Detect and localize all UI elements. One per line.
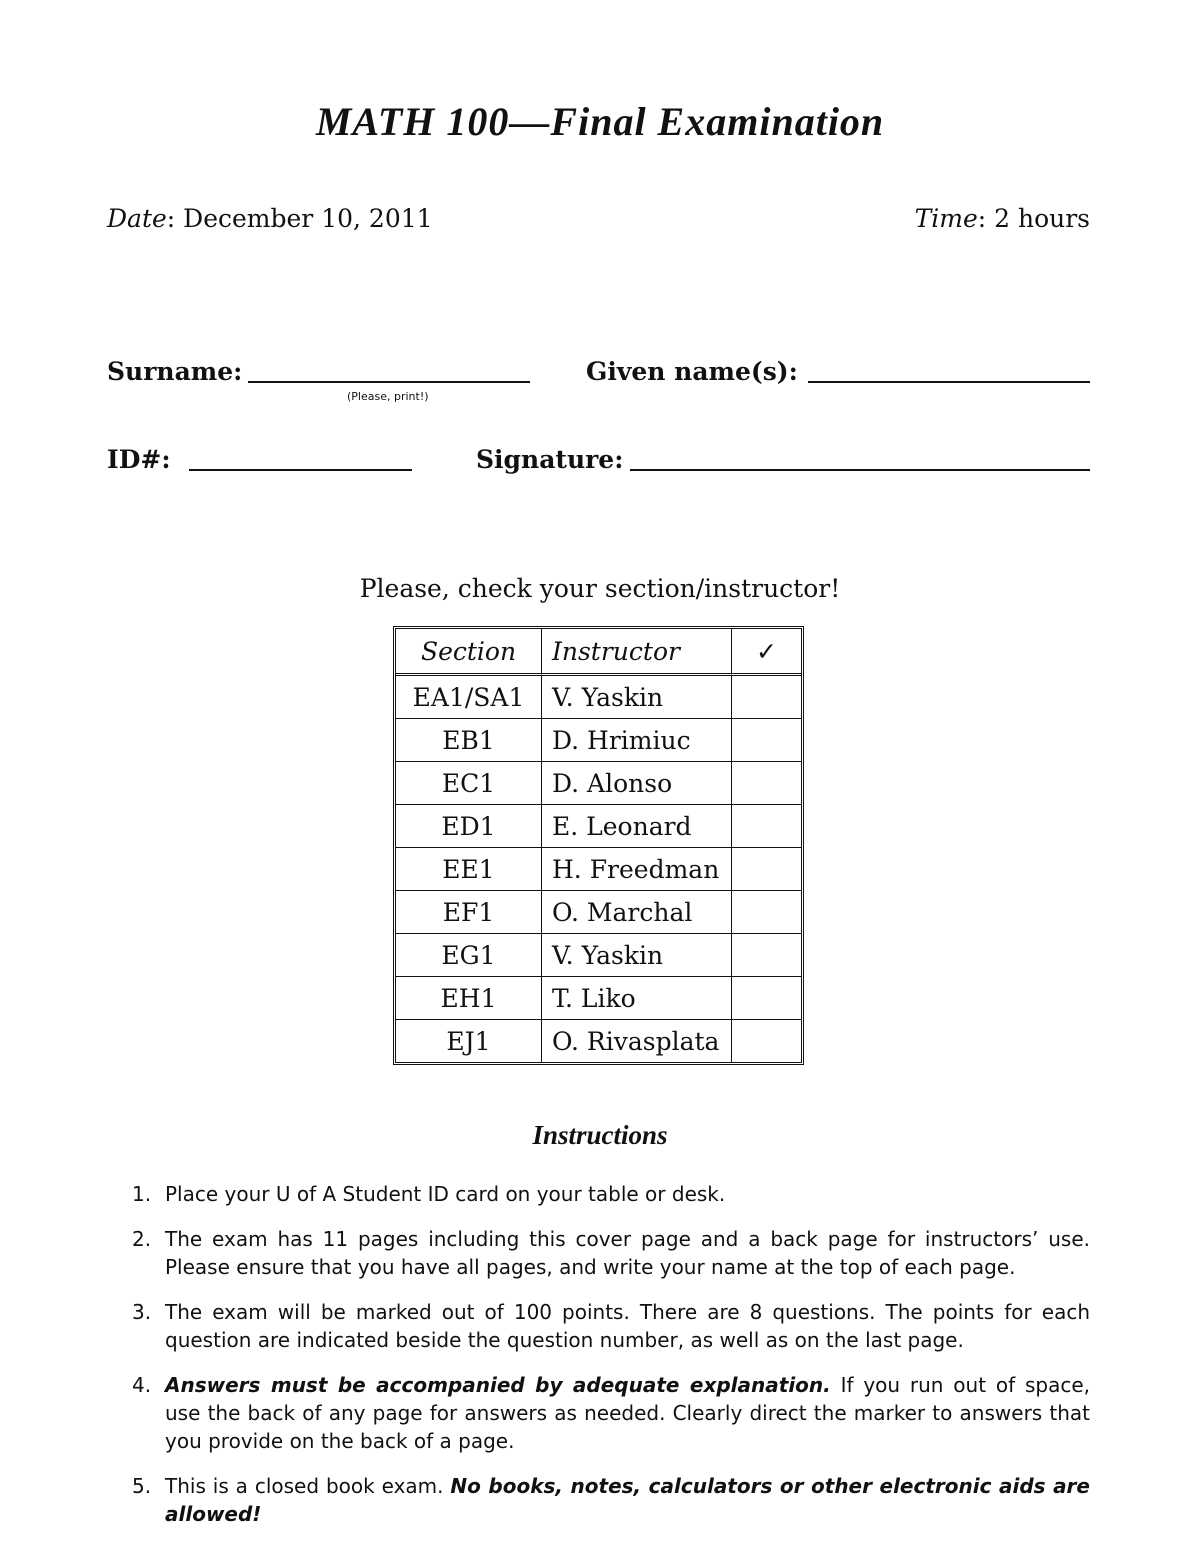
instructor-cell: O. Rivasplata — [542, 1020, 732, 1062]
section-check-heading: Please, check your section/instructor! — [359, 574, 841, 603]
instructor-cell: V. Yaskin — [542, 934, 732, 977]
instruction-emphasis: No books, notes, calculators or other electronic aids are allowed! — [165, 1474, 1090, 1526]
table-row — [396, 676, 801, 719]
date-line: Date: December 10, 2011 — [107, 204, 433, 233]
exam-title: MATH 100—Final Examination — [315, 99, 885, 144]
instructor-cell: D. Hrimiuc — [542, 719, 732, 762]
given-name-field[interactable] — [808, 381, 1090, 383]
instructor-cell: D. Alonso — [542, 762, 732, 805]
date-value: December 10, 2011 — [183, 204, 433, 233]
table-header-row — [396, 629, 801, 676]
check-cell[interactable] — [732, 934, 801, 977]
check-cell[interactable] — [732, 977, 801, 1020]
signature-label: Signature: — [476, 445, 624, 474]
instruction-number: 3. — [132, 1300, 152, 1324]
instruction-number: 4. — [132, 1373, 152, 1397]
section-cell: EE1 — [396, 848, 542, 891]
instructor-cell: T. Liko — [542, 977, 732, 1020]
check-cell[interactable] — [732, 891, 801, 934]
time-line: Time: 2 hours — [914, 204, 1090, 233]
section-cell: EC1 — [396, 762, 542, 805]
check-cell[interactable] — [732, 676, 801, 719]
section-cell: ED1 — [396, 805, 542, 848]
column-header-instructor: Instructor — [542, 629, 732, 676]
check-cell[interactable] — [732, 1020, 801, 1062]
instruction-item — [108, 1472, 1090, 1528]
instruction-text: This is a closed book exam. — [165, 1474, 451, 1498]
column-header-check: ✓ — [732, 629, 801, 676]
instructions-heading: Instructions — [532, 1120, 668, 1150]
instruction-emphasis: Answers must be accompanied by adequate explanation. — [165, 1373, 831, 1397]
instruction-text: The exam will be marked out of 100 points. There are 8 questions. The points for each question are indicated beside the question number, as well as on the last page. — [165, 1300, 1090, 1352]
time-label: Time — [914, 204, 978, 233]
instructor-cell: E. Leonard — [542, 805, 732, 848]
check-cell[interactable] — [732, 762, 801, 805]
section-table — [393, 626, 804, 1065]
id-field[interactable] — [189, 469, 412, 471]
section-cell: EB1 — [396, 719, 542, 762]
surname-note: (Please, print!) — [347, 390, 429, 403]
table-row — [396, 977, 801, 1020]
section-cell: EH1 — [396, 977, 542, 1020]
section-cell: EF1 — [396, 891, 542, 934]
table-row — [396, 848, 801, 891]
instruction-text: If you run out of space, use the back of any page for answers as needed. Clearly direct the marker to answers that you provide on the back of a page. — [165, 1373, 1090, 1453]
instruction-number: 5. — [132, 1474, 152, 1498]
instruction-item — [108, 1298, 1090, 1354]
instructor-cell: O. Marchal — [542, 891, 732, 934]
instruction-text: Place your U of A Student ID card on your table or desk. — [165, 1182, 726, 1206]
instructions-list — [108, 1180, 1090, 1545]
signature-field[interactable] — [630, 469, 1090, 471]
table-row — [396, 719, 801, 762]
surname-field[interactable] — [248, 381, 530, 383]
surname-label: Surname: — [107, 357, 243, 386]
instructor-cell: H. Freedman — [542, 848, 732, 891]
section-cell: EG1 — [396, 934, 542, 977]
check-cell[interactable] — [732, 848, 801, 891]
time-value: 2 hours — [994, 204, 1090, 233]
instruction-number: 2. — [132, 1227, 152, 1251]
check-cell[interactable] — [732, 805, 801, 848]
table-row — [396, 805, 801, 848]
section-cell: EJ1 — [396, 1020, 542, 1062]
table-row — [396, 934, 801, 977]
table-row — [396, 891, 801, 934]
instruction-text: The exam has 11 pages including this cover page and a back page for instructors’ use. Please ensure that you have all pages, and write your name at the top of each page. — [165, 1227, 1090, 1279]
date-label: Date — [107, 204, 167, 233]
table-row — [396, 1020, 801, 1062]
instructor-cell: V. Yaskin — [542, 676, 732, 719]
instruction-item — [108, 1225, 1090, 1281]
table-row — [396, 762, 801, 805]
given-name-label: Given name(s): — [586, 357, 798, 386]
id-label: ID#: — [107, 445, 171, 474]
check-cell[interactable] — [732, 719, 801, 762]
column-header-section: Section — [396, 629, 542, 676]
instruction-item — [108, 1180, 1090, 1208]
instruction-number: 1. — [132, 1182, 152, 1206]
instruction-item — [108, 1371, 1090, 1455]
section-cell: EA1/SA1 — [396, 676, 542, 719]
